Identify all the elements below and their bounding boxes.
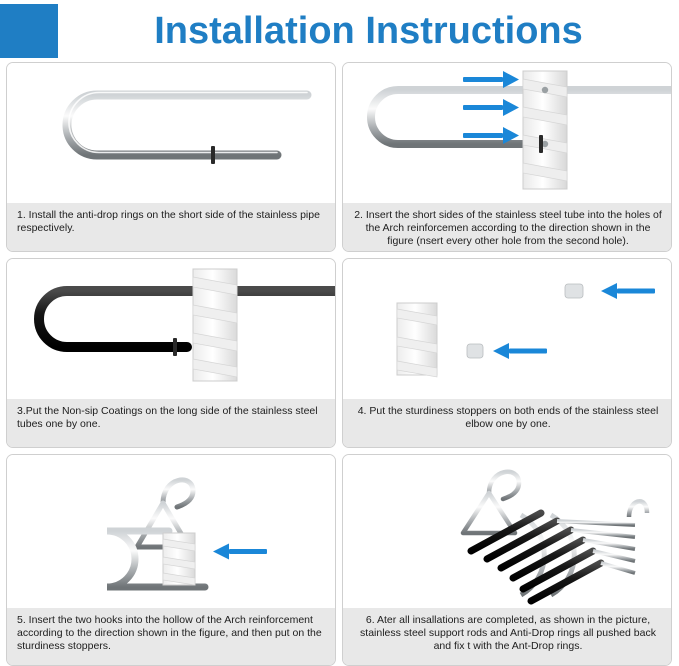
arch-reinforcement — [397, 303, 437, 377]
step-6-illustration — [343, 455, 671, 610]
step-card-1 — [6, 62, 336, 252]
step-4-caption: 4. Put the sturdiness stoppers on both ends of the stainless steel elbow one by one. — [343, 399, 671, 447]
step-3-illustration — [7, 259, 335, 401]
step-card-4 — [342, 258, 672, 448]
step-4-illustration — [343, 259, 671, 401]
step-6-caption: 6. Ater all insallations are completed, as shown in the picture, stainless steel support rods and Anti-Drop rings all pushed back and fix t with the Ant-Drop rings. — [343, 608, 671, 665]
step-3-caption: 3.Put the Non-sip Coatings on the long side of the stainless steel tubes one by one. — [7, 399, 335, 447]
page-header — [0, 0, 679, 62]
step-1-illustration — [7, 63, 335, 205]
right-rail — [629, 501, 647, 605]
step-1-caption: 1. Install the anti-drop rings on the short side of the stainless pipe respectively. — [7, 203, 335, 251]
sturdiness-stopper-bottom — [467, 344, 483, 358]
direction-arrows — [463, 71, 519, 144]
step-card-2 — [342, 62, 672, 252]
steps-grid — [6, 62, 673, 666]
step-card-3 — [6, 258, 336, 448]
step-2-illustration — [343, 63, 671, 205]
step-2-caption: 2. Insert the short sides of the stainless steel tube into the holes of the Arch reinforcemen according to the direction shown in the figure (nsert every other hole from the second hole). — [343, 203, 671, 251]
step-5-illustration — [7, 455, 335, 610]
arch-reinforcement — [193, 269, 237, 381]
step-5-caption: 5. Insert the two hooks into the hollow of the Arch reinforcement according to the direction shown in the figure, and then put on the sturdiness stoppers. — [7, 608, 335, 665]
sturdiness-stopper-top — [565, 284, 583, 298]
page-title: Installation Instructions — [154, 10, 583, 52]
direction-arrow — [213, 544, 267, 560]
arch-reinforcement — [523, 71, 567, 189]
header-accent-bar — [0, 4, 58, 58]
arch-reinforcement — [163, 533, 195, 585]
step-card-5 — [6, 454, 336, 666]
step-card-6 — [342, 454, 672, 666]
hanger-hook — [463, 472, 519, 533]
anti-drop-ring — [211, 146, 215, 164]
